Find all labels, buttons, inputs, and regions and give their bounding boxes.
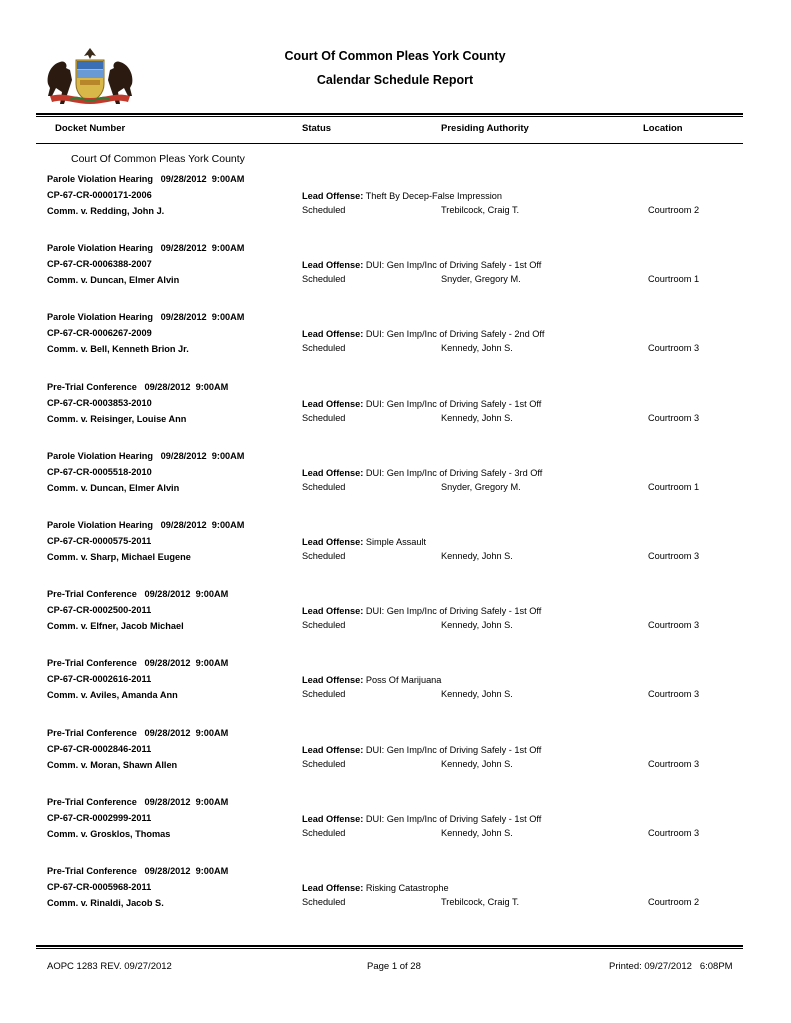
lead-offense: [302, 191, 502, 201]
event-line: Parole Violation Hearing 09/28/2012 9:00AM: [47, 450, 245, 461]
status-value: Scheduled: [302, 481, 346, 492]
case-caption: Comm. v. Reisinger, Louise Ann: [47, 413, 187, 424]
lead-offense: [302, 675, 441, 685]
lead-offense-value: DUI: Gen Imp/Inc of Driving Safely - 2nd Off: [365, 329, 545, 340]
schedule-record: [0, 382, 791, 442]
lead-offense: [302, 329, 544, 339]
presiding-authority: Kennedy, John S.: [441, 551, 513, 561]
presiding-authority: Kennedy, John S.: [441, 343, 513, 354]
lead-offense: [302, 745, 541, 755]
location-value: Courtroom 3: [648, 551, 700, 561]
lead-offense-value: DUI: Gen Imp/Inc of Driving Safely - 1st Off: [365, 398, 542, 409]
location-value: Courtroom 2: [648, 205, 700, 215]
presiding-authority: Kennedy, John S.: [441, 412, 513, 423]
location-value: Courtroom 3: [648, 689, 700, 700]
lead-offense-label: Lead Offense:: [302, 467, 364, 478]
schedule-record: [0, 243, 791, 303]
lead-offense-label: Lead Offense:: [302, 675, 364, 686]
docket-number: CP-67-CR-0002999-2011: [47, 812, 152, 823]
header-divider: [36, 113, 743, 115]
case-caption: Comm. v. Rinaldi, Jacob S.: [47, 898, 164, 908]
status-value: Scheduled: [302, 412, 346, 423]
presiding-authority: Snyder, Gregory M.: [441, 481, 521, 492]
report-subtitle: Calendar Schedule Report: [316, 73, 474, 87]
status-value: Scheduled: [302, 689, 346, 700]
lead-offense-label: Lead Offense:: [302, 191, 364, 201]
lead-offense-value: DUI: Gen Imp/Inc of Driving Safely - 1st Off: [365, 260, 542, 271]
presiding-authority: Kennedy, John S.: [441, 620, 513, 631]
location-value: Courtroom 3: [648, 620, 700, 631]
presiding-authority: Kennedy, John S.: [441, 758, 513, 769]
event-line: Pre-Trial Conference 09/28/2012 9:00AM: [47, 589, 229, 600]
presiding-authority: Trebilcock, Craig T.: [441, 205, 520, 215]
lead-offense-label: Lead Offense:: [302, 329, 364, 340]
event-line: Pre-Trial Conference 09/28/2012 9:00AM: [47, 381, 229, 392]
case-caption: Comm. v. Redding, John J.: [47, 206, 165, 216]
pennsylvania-coat-of-arms-icon: [44, 46, 136, 106]
schedule-record: [0, 658, 791, 718]
event-line: Parole Violation Hearing 09/28/2012 9:00AM: [47, 520, 245, 530]
lead-offense: [302, 399, 541, 409]
case-caption: Comm. v. Sharp, Michael Eugene: [47, 552, 191, 562]
docket-number: CP-67-CR-0002500-2011: [47, 605, 152, 616]
status-value: Scheduled: [302, 205, 346, 215]
case-caption: Comm. v. Aviles, Amanda Ann: [47, 690, 178, 701]
case-caption: Comm. v. Duncan, Elmer Alvin: [47, 482, 180, 493]
location-value: Courtroom 3: [648, 343, 700, 354]
docket-number: CP-67-CR-0006388-2007: [47, 259, 152, 270]
event-line: Pre-Trial Conference 09/28/2012 9:00AM: [47, 658, 229, 669]
lead-offense: [302, 814, 541, 824]
event-line: Parole Violation Hearing 09/28/2012 9:00AM: [47, 174, 245, 184]
docket-number: CP-67-CR-0005518-2010: [47, 466, 152, 477]
location-value: Courtroom 3: [648, 827, 700, 838]
case-caption: Comm. v. Moran, Shawn Allen: [47, 759, 178, 770]
lead-offense-value: Simple Assault: [365, 537, 427, 547]
presiding-authority: Snyder, Gregory M.: [441, 274, 521, 285]
location-value: Courtroom 3: [648, 758, 700, 769]
column-header-authority: Presiding Authority: [441, 123, 529, 134]
lead-offense-label: Lead Offense:: [302, 813, 364, 824]
event-line: Pre-Trial Conference 09/28/2012 9:00AM: [47, 727, 229, 738]
docket-number: CP-67-CR-0000171-2006: [47, 190, 152, 200]
schedule-record: [0, 866, 791, 926]
docket-number: CP-67-CR-0005968-2011: [47, 882, 152, 892]
lead-offense-value: DUI: Gen Imp/Inc of Driving Safely - 1st Off: [365, 606, 542, 617]
lead-offense-label: Lead Offense:: [302, 260, 364, 271]
event-line: Parole Violation Hearing 09/28/2012 9:00AM: [47, 243, 245, 254]
schedule-record: [0, 312, 791, 372]
lead-offense-value: Theft By Decep-False Impression: [365, 191, 502, 201]
lead-offense: [302, 883, 449, 893]
lead-offense-label: Lead Offense:: [302, 744, 364, 755]
case-caption: Comm. v. Grosklos, Thomas: [47, 828, 171, 839]
docket-number: CP-67-CR-0002846-2011: [47, 743, 152, 754]
location-value: Courtroom 2: [648, 897, 700, 907]
header-divider: [36, 116, 743, 117]
location-value: Courtroom 3: [648, 412, 700, 423]
case-caption: Comm. v. Bell, Kenneth Brion Jr.: [47, 344, 189, 355]
status-value: Scheduled: [302, 827, 346, 838]
schedule-record: [0, 797, 791, 857]
presiding-authority: Trebilcock, Craig T.: [441, 897, 520, 907]
report-title: Court Of Common Pleas York County: [284, 49, 506, 63]
printed-date: Printed: 09/27/2012 6:08PM: [609, 961, 733, 972]
column-header-docket: Docket Number: [55, 123, 126, 134]
lead-offense-value: Poss Of Marijuana: [365, 675, 442, 686]
status-value: Scheduled: [302, 758, 346, 769]
lead-offense-label: Lead Offense:: [302, 398, 364, 409]
court-section-name: Court Of Common Pleas York County: [71, 153, 245, 165]
lead-offense-value: DUI: Gen Imp/Inc of Driving Safely - 3rd Off: [365, 467, 543, 478]
footer-divider: [36, 945, 743, 947]
status-value: Scheduled: [302, 274, 346, 285]
schedule-record: [0, 520, 791, 580]
schedule-record: [0, 174, 791, 234]
presiding-authority: Kennedy, John S.: [441, 827, 513, 838]
page-number: Page 1 of 28: [367, 961, 421, 972]
schedule-record: [0, 728, 791, 788]
lead-offense: [302, 606, 541, 616]
lead-offense: [302, 260, 541, 270]
status-value: Scheduled: [302, 551, 346, 561]
status-value: Scheduled: [302, 343, 346, 354]
docket-number: CP-67-CR-0003853-2010: [47, 397, 152, 408]
lead-offense-label: Lead Offense:: [302, 883, 364, 893]
docket-number: CP-67-CR-0006267-2009: [47, 328, 152, 339]
location-value: Courtroom 1: [648, 481, 700, 492]
status-value: Scheduled: [302, 620, 346, 631]
event-line: Pre-Trial Conference 09/28/2012 9:00AM: [47, 866, 229, 876]
event-line: Pre-Trial Conference 09/28/2012 9:00AM: [47, 796, 229, 807]
lead-offense: [302, 537, 426, 547]
column-header-divider: [36, 143, 743, 144]
column-header-location: Location: [643, 123, 683, 134]
lead-offense-value: DUI: Gen Imp/Inc of Driving Safely - 1st Off: [365, 744, 542, 755]
event-line: Parole Violation Hearing 09/28/2012 9:00AM: [47, 312, 245, 323]
lead-offense-label: Lead Offense:: [302, 537, 364, 547]
form-number: AOPC 1283 REV. 09/27/2012: [47, 961, 172, 972]
presiding-authority: Kennedy, John S.: [441, 689, 513, 700]
case-caption: Comm. v. Elfner, Jacob Michael: [47, 621, 184, 632]
schedule-record: [0, 589, 791, 649]
column-header-status: Status: [302, 123, 332, 134]
lead-offense-value: Risking Catastrophe: [365, 883, 449, 893]
location-value: Courtroom 1: [648, 274, 700, 285]
docket-number: CP-67-CR-0000575-2011: [47, 536, 152, 546]
status-value: Scheduled: [302, 897, 346, 907]
schedule-record: [0, 451, 791, 511]
lead-offense: [302, 468, 542, 478]
docket-number: CP-67-CR-0002616-2011: [47, 674, 152, 685]
lead-offense-value: DUI: Gen Imp/Inc of Driving Safely - 1st Off: [365, 813, 542, 824]
lead-offense-label: Lead Offense:: [302, 606, 364, 617]
footer-divider: [36, 948, 743, 949]
case-caption: Comm. v. Duncan, Elmer Alvin: [47, 275, 180, 286]
